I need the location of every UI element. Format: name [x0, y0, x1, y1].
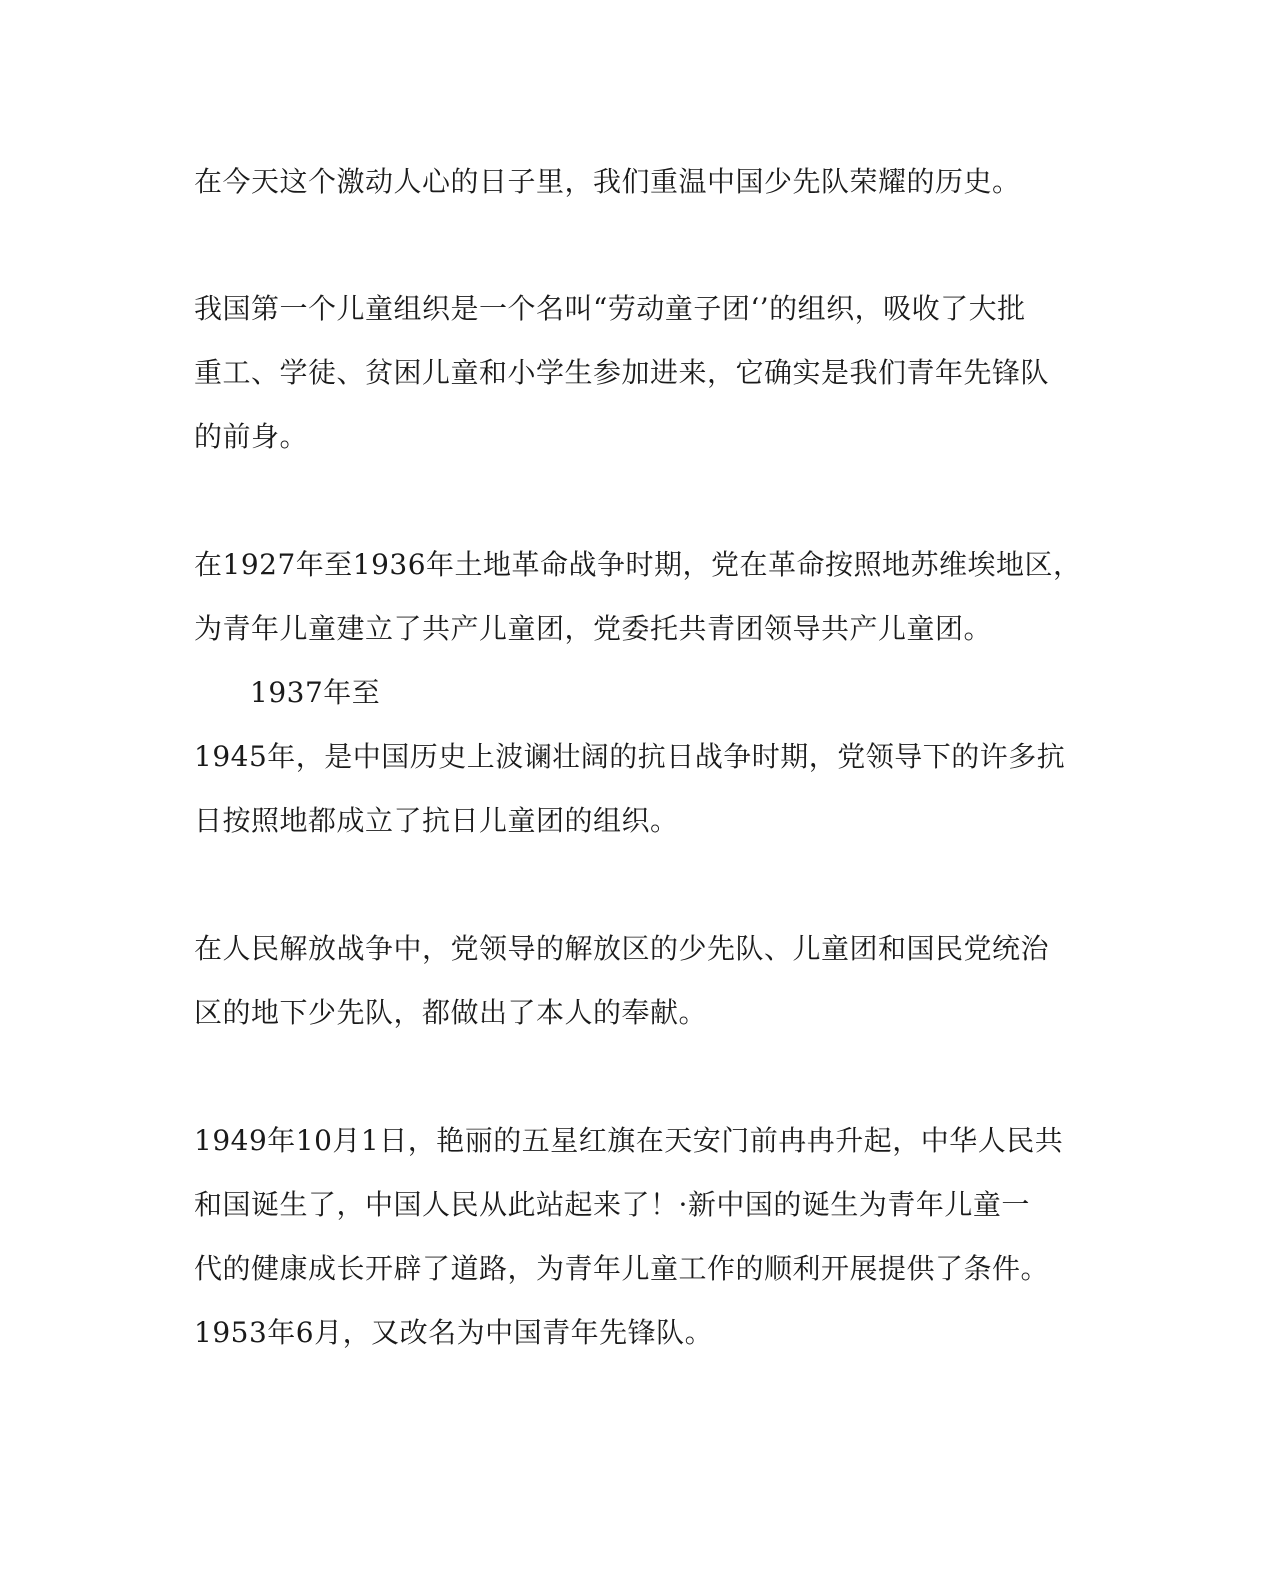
paragraph-4-line-3: 日按照地都成立了抗日儿童团的组织。 [194, 804, 679, 837]
paragraph-5-line-1: 在人民解放战争中，党领导的解放区的少先队、儿童团和国民党统治 [194, 932, 1050, 965]
paragraph-4-line-2: 1945年，是中国历史上波谰壮阔的抗日战争时期，党领导下的许多抗 [194, 740, 1066, 773]
paragraph-6-line-1: 1949年10月1日，艳丽的五星红旗在天安门前冉冉升起，中华人民共 [194, 1124, 1064, 1157]
paragraph-2-line-2: 重工、学徒、贫困儿童和小学生参加进来，它确实是我们青年先锋队 [194, 356, 1050, 389]
paragraph-3-line-1: 在1927年至1936年土地革命战争时期，党在革命按照地苏维埃地区， [194, 548, 1082, 581]
paragraph-5-line-2: 区的地下少先队，都做出了本人的奉献。 [194, 996, 708, 1029]
paragraph-3-line-2: 为青年儿童建立了共产儿童团，党委托共青团领导共产儿童团。 [194, 612, 993, 645]
paragraph-1-line-1: 在今天这个激动人心的日子里，我们重温中国少先队荣耀的历史。 [194, 165, 1021, 198]
paragraph-2-line-3: 的前身。 [194, 420, 309, 453]
paragraph-6-line-4: 1953年6月，又改名为中国青年先锋队。 [194, 1316, 714, 1349]
paragraph-2-line-1: 我国第一个儿童组织是一个名叫“劳动童子团‘’的组织，吸收了大批 [194, 292, 1026, 325]
paragraph-4-line-1: 1937年至 [250, 676, 381, 709]
paragraph-6-line-2: 和国诞生了，中国人民从此站起来了！·新中国的诞生为青年儿童一 [194, 1188, 1030, 1221]
paragraph-6-line-3: 代的健康成长开辟了道路，为青年儿童工作的顺利开展提供了条件。 [194, 1252, 1050, 1285]
